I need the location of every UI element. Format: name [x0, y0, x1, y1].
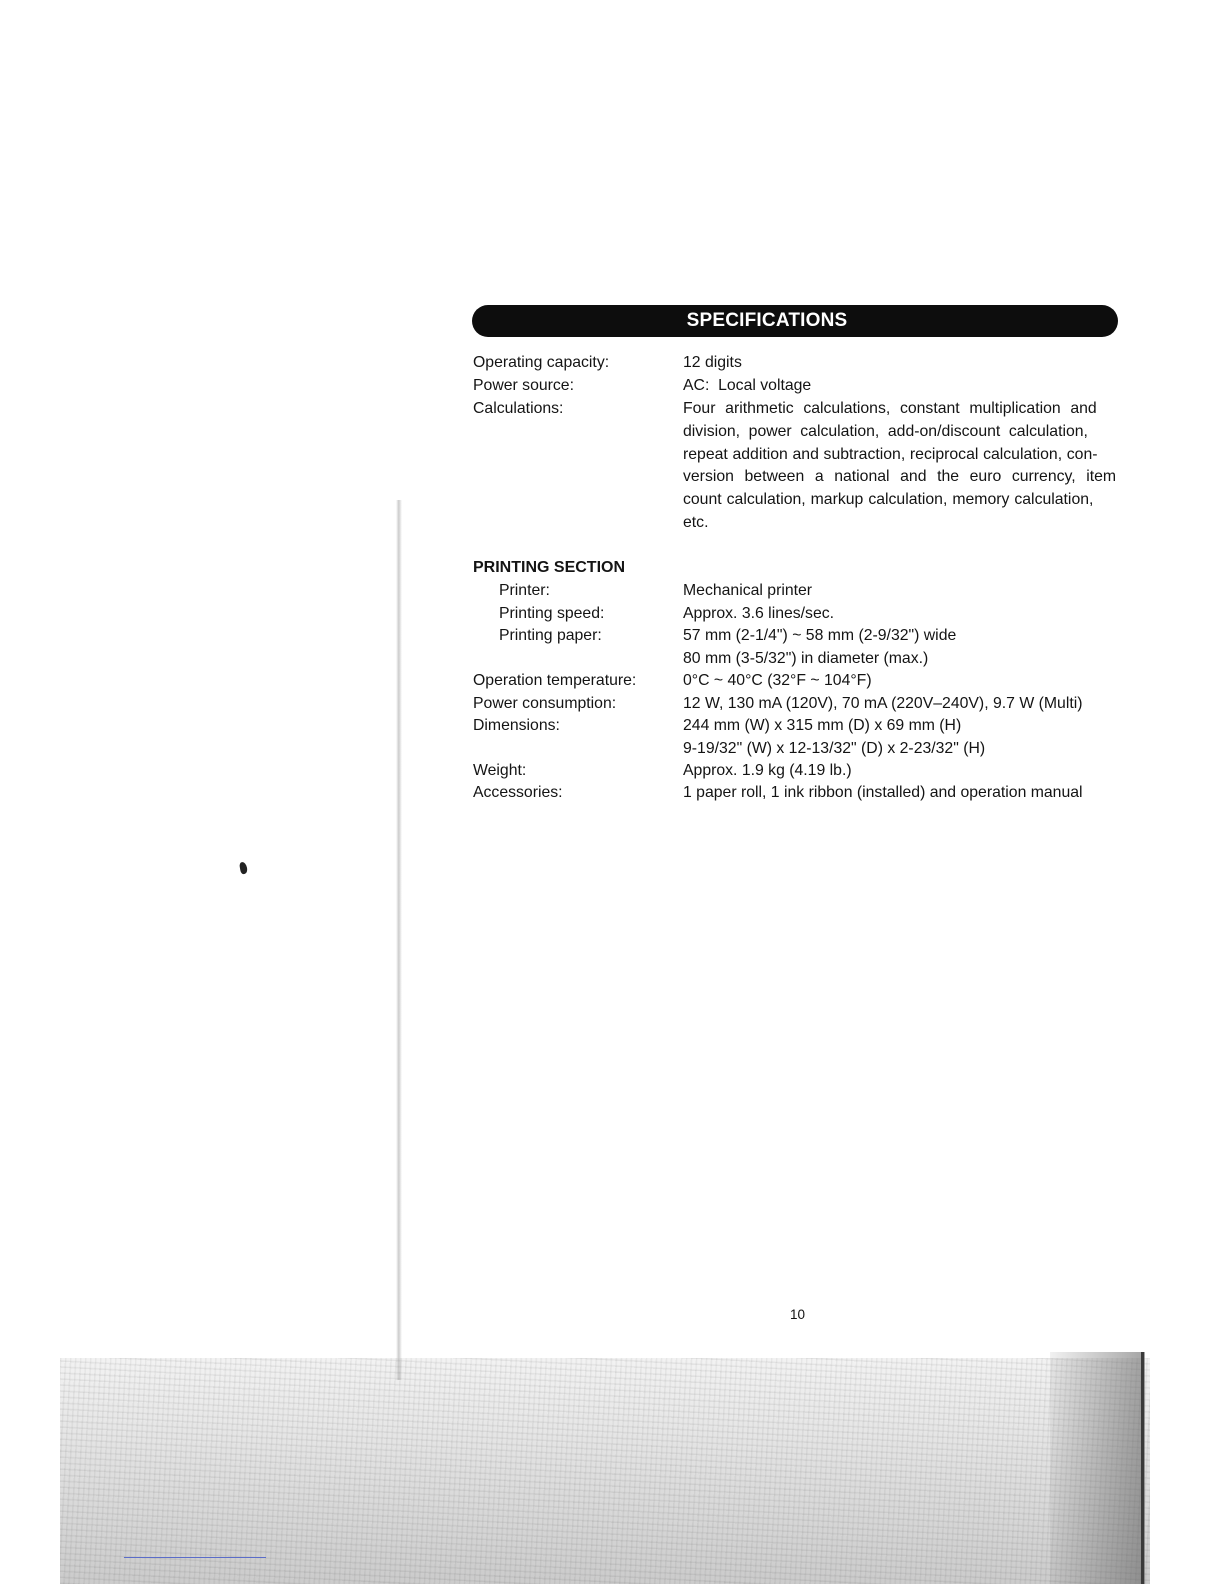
dimensions-line: 244 mm (W) x 315 mm (D) x 69 mm (H) — [683, 717, 962, 734]
specifications-header-bar — [472, 305, 1118, 337]
spec-label: Dimensions: — [473, 717, 560, 734]
spec-label: Printing paper: — [499, 627, 602, 644]
spec-value-printing-paper — [683, 625, 1118, 671]
calculations-line: etc. — [683, 513, 709, 531]
spec-value: Approx. 3.6 lines/sec. — [683, 605, 835, 622]
scan-line-artifact — [124, 1557, 266, 1558]
spec-value: 12 W, 130 mA (120V), 70 mA (220V–240V), 9.7 W (Multi) — [683, 695, 1083, 712]
calculations-line: count calculation, markup calculation, memory calculation, — [683, 491, 1094, 509]
scan-edge-right — [1141, 1352, 1144, 1584]
dimensions-line: 9-19/32" (W) x 12-13/32" (D) x 2-23/32" (H) — [683, 739, 986, 757]
printing-paper-line: 80 mm (3-5/32") in diameter (max.) — [683, 649, 929, 667]
spec-label: Printer: — [499, 582, 550, 599]
calculations-line: division, power calculation, add-on/discount calculation, — [683, 422, 1088, 440]
spec-value: Mechanical printer — [683, 582, 813, 599]
scan-noise-bottom — [60, 1358, 1150, 1584]
spec-value-dimensions — [683, 715, 1118, 761]
spec-value: 0°C ~ 40°C (32°F ~ 104°F) — [683, 672, 872, 689]
spec-value-calculations — [683, 398, 1118, 535]
spec-label: Power source: — [473, 377, 574, 394]
calculations-line: repeat addition and subtraction, reciprocal calculation, con- — [683, 445, 1098, 463]
page-title: SPECIFICATIONS — [686, 310, 848, 331]
spec-label: Operation temperature: — [473, 672, 637, 689]
scan-speck — [239, 861, 248, 874]
spec-value: 1 paper roll, 1 ink ribbon (installed) and operation manual — [683, 784, 1083, 801]
spec-label: Accessories: — [473, 784, 563, 801]
calculations-line: version between a national and the euro currency, item — [683, 468, 1117, 486]
calculations-line: Four arithmetic calculations, constant multiplication and — [683, 400, 1097, 417]
spec-label: Calculations: — [473, 400, 564, 417]
spec-label: Operating capacity: — [473, 354, 610, 371]
spec-label: Weight: — [473, 762, 527, 779]
printing-paper-line: 57 mm (2-1/4") ~ 58 mm (2-9/32") wide — [683, 627, 957, 644]
page-number: 10 — [790, 1307, 806, 1322]
spec-label: Power consumption: — [473, 695, 617, 712]
spec-value: 12 digits — [683, 354, 742, 371]
section-title-printing: PRINTING SECTION — [473, 559, 626, 576]
spec-value: Approx. 1.9 kg (4.19 lb.) — [683, 762, 852, 779]
scan-shadow-left — [396, 500, 402, 1380]
spec-label: Printing speed: — [499, 605, 605, 622]
spec-value: AC: Local voltage — [683, 377, 812, 394]
scan-shadow-right — [1050, 1352, 1145, 1584]
